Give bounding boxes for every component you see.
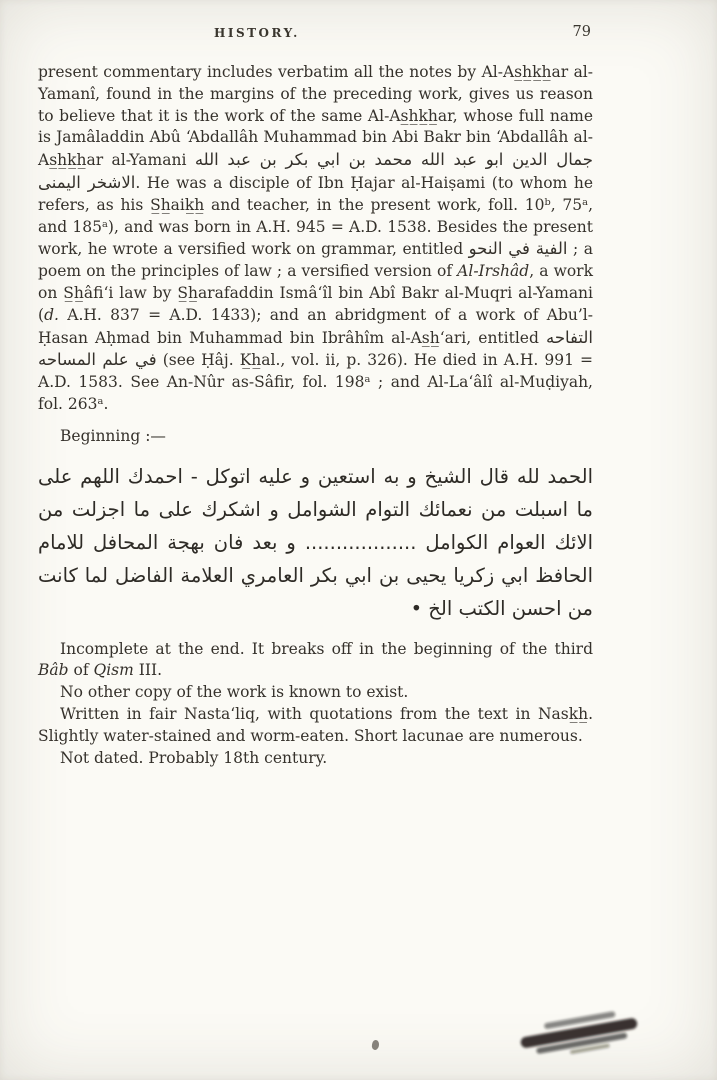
arabic-line: الحمد لله قال الشيخ و به استعين و عليه اتوكل - احمدك اللهم على xyxy=(38,464,593,488)
text-segment-arabic: جمال الدين ابو عبد الله محمد بن ابي بكر بن عبد الله الاشخر اليمنى xyxy=(38,150,593,192)
text-segment-arabic: التفاحه في علم المساحه xyxy=(38,327,593,370)
beginning-label: Beginning :— xyxy=(60,426,166,445)
text-segment: Incomplete at the end. It breaks off in the beginning of the third xyxy=(60,639,593,658)
text-segment-italic: Al-Irshâd xyxy=(457,262,530,281)
page-header xyxy=(38,26,593,46)
text-segment: of xyxy=(68,661,94,680)
text-segment: Not dated. Probably 18th century. xyxy=(60,748,328,767)
text-segment: present commentary includes verbatim all the notes by Al-As̲h̲k̲h̲ar al-Yamanî, found in the margins of the preceding work, gives us reason to believe that it is the work of the same Al-As̲h̲k̲h̲ar, whose full name is Jamâladdin Abû ‘Abdallâh Muhammad bin Abi Bakr bin ‘Abdallâh al-As̲h̲k̲h̲ar al-Yamani xyxy=(38,63,593,170)
note-incomplete xyxy=(38,639,593,683)
text-segment-italic: Qism xyxy=(93,661,134,680)
arabic-line: من احسن الكتب الخ • xyxy=(410,596,593,620)
note-date xyxy=(38,748,593,770)
ink-speck xyxy=(371,1039,380,1050)
text-segment: . He was a disciple of Ibn Ḥajar al-Haiṣami (to whom he refers, as his S̲h̲aik̲h̲ and teacher, in the present work, foll. 10ᵇ, 75ᵃ, and 185ᵃ), and was born in A.H. 945 = A.D. 1538. Besides the present work, he wrote a versified work on grammar, entitled xyxy=(38,173,593,259)
text-segment: No other copy of the work is known to exist. xyxy=(60,683,409,702)
note-script-condition xyxy=(38,704,593,748)
running-title: HISTORY. xyxy=(214,26,300,40)
arabic-line: ما اسبلت من نعمائك التوام الشوامل و اشكرك على ما اجزلت من xyxy=(38,497,593,521)
note-no-other-copy xyxy=(38,682,593,704)
arabic-line: الائك العوام الكوامل .................. و بعد فان بهجة المحافل للامام xyxy=(38,530,593,554)
arabic-line: الحافظ ابي زكريا يحيى بن ابي بكر العامري العلامة الفاضل لما كانت xyxy=(38,563,593,587)
text-segment: , a work on S̲h̲âfi‘i law by S̲h̲arafaddin Ismâ‘îl bin Abî Bakr al-Muqri al-Yamani ( xyxy=(38,262,593,324)
entry-paragraph xyxy=(38,62,593,416)
text-segment: A.H. 837 = A.D. 1433); and an abridgment of a work of Abu’l-Ḥasan Aḥmad bin Muhammad bin Ibrâhîm al-As̲h̲‘ari, entitled xyxy=(38,305,593,347)
text-segment-italic: d. xyxy=(44,305,59,324)
text-segment: Written in fair Nasta‘liq, with quotations from the text in Nask̲h̲. Slightly water-stained and worm-eaten. Short lacunae are numerous. xyxy=(38,704,593,745)
text-segment-arabic: الفية في النحو xyxy=(468,239,568,259)
text-segment: ; a poem on the principles of law ; a versified version of xyxy=(38,240,593,281)
page-content xyxy=(38,0,593,769)
ink-smudge xyxy=(512,1006,652,1060)
text-segment-italic: Bâb xyxy=(38,661,69,680)
text-segment: III. xyxy=(133,661,163,680)
text-segment: (see Ḥâj. K̲h̲al., vol. ii, p. 326). He died in A.H. 991 = A.D. 1583. See An-Nûr as-Sâfir, fol. 198ᵃ ; and Al-La‘âlî al-Muḍiyah, fol. 263ᵃ. xyxy=(38,351,593,413)
arabic-quote-block xyxy=(38,460,593,625)
page-number: 79 xyxy=(572,24,591,40)
